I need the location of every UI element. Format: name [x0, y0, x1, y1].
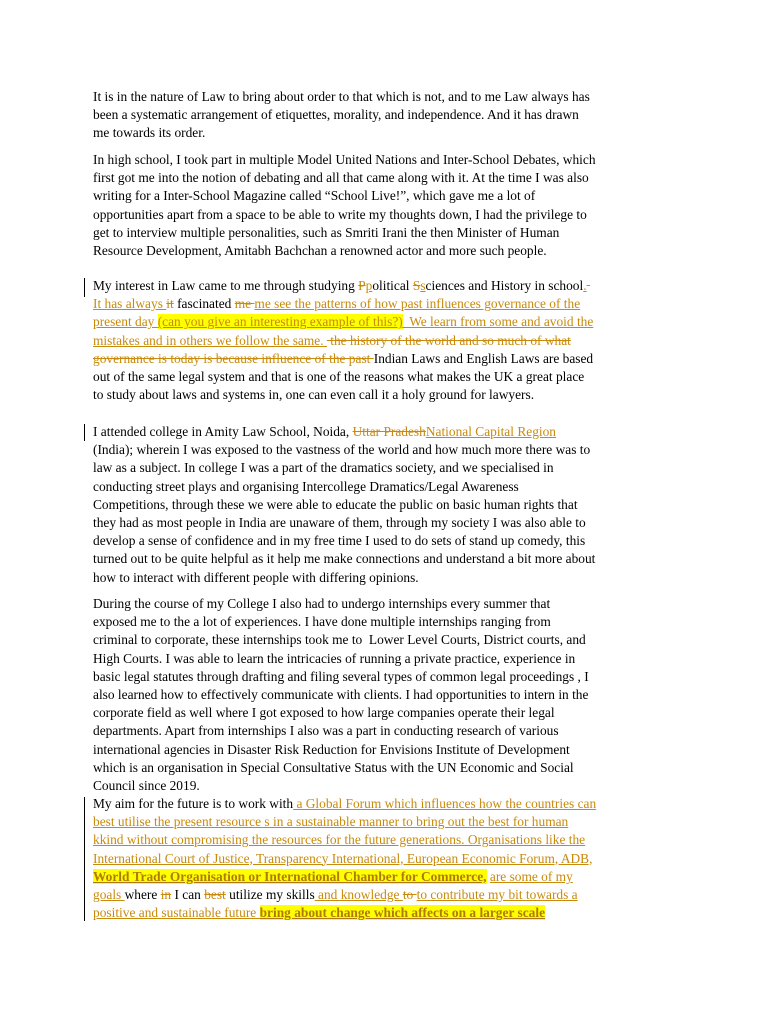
text-line [93, 242, 693, 260]
text-run: where [124, 886, 161, 902]
deleted-text: S [412, 278, 421, 293]
text-run: I can [171, 886, 205, 902]
text-line [93, 88, 693, 106]
text-run: utilize my skills [225, 886, 315, 902]
text-run: criminal to corporate, these internships took me to Lower Level Courts, District courts, and [93, 632, 586, 648]
paragraph-college [93, 423, 693, 587]
text-line [93, 459, 693, 477]
text-line [93, 532, 693, 550]
text-run: to study about laws and systems in, one can even call it a holy ground for lawyers. [93, 387, 535, 403]
inserted-text: p [365, 278, 373, 293]
text-run: writing for a Inter-School Magazine called “School Live!”, which gave me a lot of [93, 188, 536, 204]
text-run: High Courts. I was able to learn the intricacies of running a private practice, experience in [93, 650, 576, 666]
text-run: I attended college in Amity Law School, Noida, [93, 424, 353, 439]
deleted-text: the history of the world and so much of what [326, 332, 571, 348]
text-run: (India); wherein I was exposed to the vastness of the world and how much more there was to [93, 442, 591, 458]
inserted-text: It has always [93, 296, 167, 312]
text-run: ciences and History in school [425, 278, 584, 293]
text-run: get to interview multiple personalities, such as Smriti Irani the then Minister of Human [93, 224, 560, 240]
inserted-text: kkind without compromising the resources for the future generations. Organisations like the [93, 832, 586, 848]
text-run: develop a sense of confidence and in my free time I used to do sets of stand up comedy, this [93, 533, 586, 549]
text-run: me towards its order. [93, 125, 206, 141]
text-line [93, 224, 693, 242]
text-line [93, 904, 693, 922]
change-bar [84, 797, 85, 921]
text-run: During the course of my College I also had to undergo internships every summer that [93, 596, 551, 611]
text-line [93, 550, 693, 568]
text-line [93, 295, 693, 313]
deleted-text [587, 278, 590, 293]
text-line [93, 813, 693, 831]
text-run: conducting street plays and organising Intercollege Dramatics/Legal Awareness [93, 478, 519, 494]
text-run: It is in the nature of Law to bring about order to that which is not, and to me Law always has [93, 89, 590, 104]
text-line [93, 650, 693, 668]
text-line [93, 386, 693, 404]
text-line [93, 332, 693, 350]
paragraph-law-nature [93, 88, 693, 143]
inserted-text: positive and sustainable future [93, 905, 260, 921]
text-run: In high school, I took part in multiple Model United Nations and Inter-School Debates, which [93, 152, 596, 167]
text-line [93, 868, 693, 886]
deleted-text: in [160, 886, 172, 902]
text-line [93, 777, 693, 795]
text-run: olitical [372, 278, 413, 293]
text-run: Resource Development, Amitabh Bachchan a renowned actor and more such people. [93, 242, 547, 258]
text-run: also learned how to effectively communicate with clients. I had opportunities to intern in the [93, 686, 589, 702]
text-run: My aim for the future is to work with [93, 796, 294, 811]
highlighted-bold-insertion: bring about change which affects on a larger scale [259, 905, 546, 921]
text-run: out of the same legal system and that is one of the reasons what makes the UK a great place [93, 368, 585, 384]
deleted-text: P [358, 278, 366, 293]
text-run: international agencies in Disaster Risk Reduction for Envisions Institute of Development [93, 741, 570, 757]
text-line [93, 759, 693, 777]
inserted-text: best utilise the present resource s in a sustainable manner to bring out the best for human [93, 814, 569, 830]
deleted-text: Uttar Pradesh [352, 424, 426, 439]
inserted-text: . [583, 278, 587, 293]
deleted-text: to [402, 886, 417, 902]
inserted-text: are some of my [489, 868, 573, 884]
inserted-text: goals [93, 886, 125, 902]
change-bar [84, 424, 85, 441]
text-run: how to interact with different people with differing opinions. [93, 569, 419, 585]
paragraph-future-aim [93, 795, 693, 922]
text-line [93, 886, 693, 904]
text-line [93, 686, 693, 704]
text-run: corporate field as well where I got exposed to how large companies operate their legal [93, 705, 555, 721]
text-run: they had as most people in India are unaware of them, through my society I was also able to [93, 514, 586, 530]
deleted-text: it [166, 296, 174, 312]
text-line [93, 514, 693, 532]
text-line [93, 151, 693, 169]
text-run: opportunities apart from a space to be able to write my thoughts down, I had the privilege to [93, 206, 587, 222]
text-line [93, 631, 693, 649]
text-run: basic legal statutes through drafting and filing several types of common legal proceedings , I [93, 668, 589, 684]
deleted-text: best [204, 886, 226, 902]
text-line [93, 350, 693, 368]
deleted-text: governance is today is because influence of the past [93, 350, 374, 366]
text-line [93, 206, 693, 224]
text-run: first got me into the notion of debating and all that came along with it. At the time I was also [93, 170, 589, 186]
paragraph-internships [93, 595, 693, 795]
inserted-text: a Global Forum which influences how the countries can [293, 796, 597, 811]
text-line [93, 277, 693, 295]
paragraph-interest-in-law [93, 277, 693, 404]
text-line [93, 569, 693, 587]
text-run: My interest in Law came to me through studying [93, 278, 359, 293]
text-line [93, 169, 693, 187]
deleted-text: me [234, 296, 255, 312]
text-line [93, 613, 693, 631]
inserted-text: me see the patterns of how past influences governance of the [254, 296, 581, 312]
inserted-text: s [420, 278, 426, 293]
inserted-text: and knowledge [314, 886, 403, 902]
text-line [93, 722, 693, 740]
text-line [93, 795, 693, 813]
paragraph-high-school [93, 151, 693, 260]
text-line [93, 704, 693, 722]
text-line [93, 831, 693, 849]
text-line [93, 313, 693, 331]
text-line [93, 124, 693, 142]
text-line [93, 423, 693, 441]
highlighted-bold-insertion: World Trade Organisation or International Chamber for Commerce, [93, 868, 487, 884]
text-run: turned out to be quite helpful as it help me make connections and understand a bit more about [93, 551, 596, 567]
text-line [93, 441, 693, 459]
text-line [93, 496, 693, 514]
text-line [93, 478, 693, 496]
text-run: Indian Laws and English Laws are based [373, 350, 594, 366]
text-run: fascinated [173, 296, 235, 312]
change-bar [84, 278, 85, 297]
text-run: Council since 2019. [93, 777, 200, 793]
inserted-text: International Court of Justice, Transparency International, European Economic Forum, ADB, [93, 850, 593, 866]
text-line [93, 106, 693, 124]
inserted-text: present day [93, 314, 158, 330]
text-line [93, 368, 693, 386]
text-run: been a systematic arrangement of etiquettes, morality, and independence. And it has drawn [93, 107, 579, 123]
inserted-text: We learn from some and avoid the [402, 314, 594, 330]
text-run: law as a subject. In college I was a part of the dramatics society, and we specialised in [93, 460, 554, 476]
text-line [93, 850, 693, 868]
text-line [93, 741, 693, 759]
inserted-text: to contribute my bit towards a [416, 886, 578, 902]
inserted-text: mistakes and in others we follow the same. [93, 332, 327, 348]
inserted-text: National Capital Region [425, 424, 557, 439]
text-line [93, 595, 693, 613]
text-run: which is an organisation in Special Consultative Status with the UN Economic and Social [93, 759, 574, 775]
highlighted-comment: (can you give an interesting example of this?) [157, 314, 403, 330]
text-run: Competitions, through these we were able to educate the public on basic human rights that [93, 496, 578, 512]
text-line [93, 668, 693, 686]
text-line [93, 187, 693, 205]
text-run: exposed me to the a lot of experiences. I have done multiple internships ranging from [93, 614, 551, 630]
text-run: departments. Apart from internships I also was a part in conducting research of various [93, 723, 559, 739]
